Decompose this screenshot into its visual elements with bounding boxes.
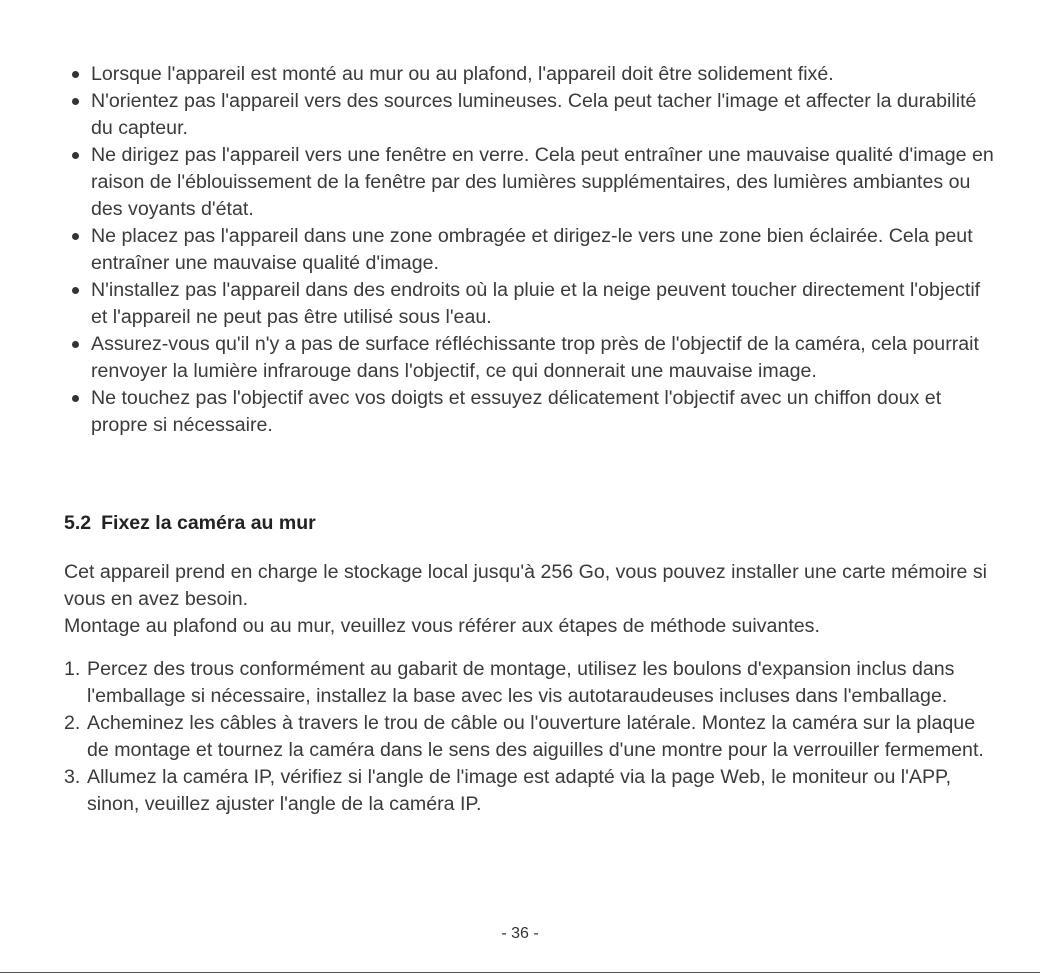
intro-paragraph: Montage au plafond ou au mur, veuillez vous référer aux étapes de méthode suivantes. xyxy=(64,615,820,637)
precaution-item xyxy=(64,61,994,88)
installation-steps xyxy=(64,656,994,818)
step-item xyxy=(64,764,994,818)
step-text: Acheminez les câbles à travers le trou de câble ou l'ouverture latérale. Montez la caméra sur la plaque de montage et tournez la caméra dans le sens des aiguilles d'une montre pour la verrouiller fermement. xyxy=(87,712,984,761)
bullet-icon xyxy=(72,287,79,294)
section-title: Fixez la caméra au mur xyxy=(101,512,316,534)
precautions-list xyxy=(64,61,994,439)
precaution-item xyxy=(64,331,994,385)
precaution-text: Ne dirigez pas l'appareil vers une fenêtre en verre. Cela peut entraîner une mauvaise qualité d'image en raison de l'éblouissement de la fenêtre par des lumières supplémentaires, des lumières ambiantes ou des voyants d'état. xyxy=(91,144,994,220)
bullet-icon xyxy=(72,98,79,105)
intro-paragraph: Cet appareil prend en charge le stockage local jusqu'à 256 Go, vous pouvez installer une carte mémoire si vous en avez besoin. xyxy=(64,561,987,610)
step-number: 2. xyxy=(64,712,81,734)
bullet-icon xyxy=(72,341,79,348)
page-bottom-divider xyxy=(0,972,1040,973)
step-text: Percez des trous conformément au gabarit de montage, utilisez les boulons d'expansion inclus dans l'emballage si nécessaire, installez la base avec les vis autotaraudeuses incluses dans l'emballage. xyxy=(87,658,955,707)
precaution-text: N'orientez pas l'appareil vers des sources lumineuses. Cela peut tacher l'image et affecter la durabilité du capteur. xyxy=(91,90,977,139)
precaution-item xyxy=(64,385,994,439)
page-number: - 36 - xyxy=(501,925,539,942)
section-intro xyxy=(64,559,1004,640)
precaution-text: Lorsque l'appareil est monté au mur ou au plafond, l'appareil doit être solidement fixé. xyxy=(91,63,834,85)
step-number: 3. xyxy=(64,766,81,788)
bullet-icon xyxy=(72,152,79,159)
bullet-icon xyxy=(72,233,79,240)
precaution-text: Ne placez pas l'appareil dans une zone ombragée et dirigez-le vers une zone bien éclairée. Cela peut entraîner une mauvaise qualité d'image. xyxy=(91,225,973,274)
step-item xyxy=(64,656,994,710)
precaution-text: Ne touchez pas l'objectif avec vos doigts et essuyez délicatement l'objectif avec un chiffon doux et propre si nécessaire. xyxy=(91,387,942,436)
precaution-text: Assurez-vous qu'il n'y a pas de surface réfléchissante trop près de l'objectif de la caméra, cela pourrait renvoyer la lumière infrarouge dans l'objectif, ce qui donnerait une mauvaise image. xyxy=(91,333,979,382)
section-number: 5.2 xyxy=(64,512,92,534)
section-heading xyxy=(64,510,316,537)
precaution-item xyxy=(64,277,994,331)
bullet-icon xyxy=(72,71,79,78)
step-item xyxy=(64,710,994,764)
precaution-item xyxy=(64,88,994,142)
step-text: Allumez la caméra IP, vérifiez si l'angle de l'image est adapté via la page Web, le moniteur ou l'APP, sinon, veuillez ajuster l'angle de la caméra IP. xyxy=(87,766,952,815)
precaution-item xyxy=(64,142,994,223)
precaution-item xyxy=(64,223,994,277)
precaution-text: N'installez pas l'appareil dans des endroits où la pluie et la neige peuvent toucher directement l'objectif et l'appareil ne peut pas être utilisé sous l'eau. xyxy=(91,279,981,328)
step-number: 1. xyxy=(64,658,81,680)
bullet-icon xyxy=(72,395,79,402)
